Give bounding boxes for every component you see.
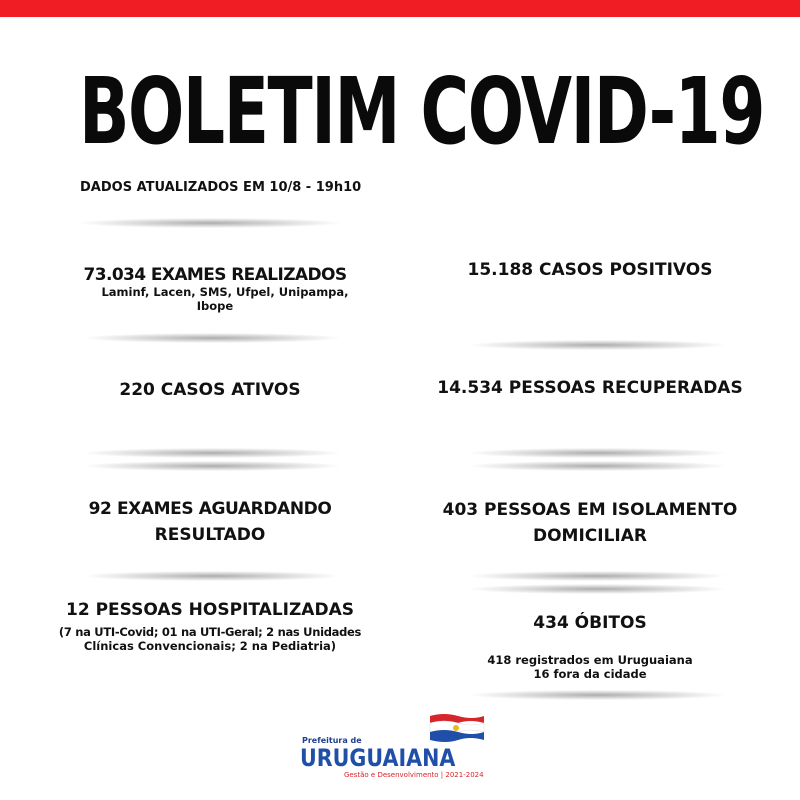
stat-awaiting-line2: RESULTADO <box>154 525 266 545</box>
stat-exams <box>60 262 370 313</box>
logo-tagline: Gestão e Desenvolvimento | 2021-2024 <box>344 771 484 779</box>
stat-recovered <box>430 375 750 401</box>
stat-exams-headline: 73.034 EXAMES REALIZADOS <box>83 265 347 285</box>
divider-shadow <box>470 584 725 594</box>
stat-deaths-detail-line2: 16 fora da cidade <box>533 667 647 681</box>
stat-exams-detail-line2: Ibope <box>196 299 234 313</box>
stat-hospitalized-headline: 12 PESSOAS HOSPITALIZADAS <box>66 600 354 620</box>
stat-deaths-headline: 434 ÓBITOS <box>533 613 647 633</box>
flag-icon <box>428 712 486 746</box>
divider-shadow <box>85 333 340 343</box>
update-timestamp: DADOS ATUALIZADOS EM 10/8 - 19h10 <box>80 180 362 195</box>
divider-shadow <box>85 448 340 458</box>
logo-prefix-text: Prefeitura de <box>302 736 362 745</box>
stat-active-headline: 220 CASOS ATIVOS <box>119 380 301 400</box>
divider-shadow <box>85 571 340 581</box>
stat-deaths <box>430 610 750 681</box>
stat-awaiting-results <box>60 496 360 548</box>
stat-deaths-detail-line1: 418 registrados em Uruguaiana <box>487 653 693 667</box>
divider-shadow <box>85 461 340 471</box>
divider-shadow <box>470 571 725 581</box>
stat-positive-headline: 15.188 CASOS POSITIVOS <box>467 260 713 280</box>
stat-active-cases <box>60 377 360 403</box>
divider-shadow <box>470 340 725 350</box>
stat-positive-cases <box>430 257 750 283</box>
stat-hospitalized-detail-line1: (7 na UTI-Covid; 01 na UTI-Geral; 2 nas Unidades <box>58 625 362 639</box>
city-logo <box>300 712 500 792</box>
logo-city-name: URUGUAIANA <box>300 744 456 772</box>
stat-isolation-line1: 403 PESSOAS EM ISOLAMENTO <box>442 500 738 520</box>
top-accent-bar <box>0 0 800 17</box>
page-title: BOLETIM COVID-19 <box>79 58 764 165</box>
divider-shadow <box>470 690 725 700</box>
stat-awaiting-line1: 92 EXAMES AGUARDANDO <box>88 499 332 519</box>
stat-recovered-headline: 14.534 PESSOAS RECUPERADAS <box>437 378 743 398</box>
stat-hospitalized-detail-line2: Clínicas Convencionais; 2 na Pediatria) <box>83 639 337 653</box>
divider-shadow <box>470 448 725 458</box>
stat-home-isolation <box>430 497 750 549</box>
stat-exams-detail-line1: Laminf, Lacen, SMS, Ufpel, Unipampa, <box>101 285 349 299</box>
divider-shadow <box>470 461 725 471</box>
stat-hospitalized <box>40 597 380 653</box>
divider-shadow <box>80 218 340 228</box>
stat-isolation-line2: DOMICILIAR <box>532 526 647 546</box>
